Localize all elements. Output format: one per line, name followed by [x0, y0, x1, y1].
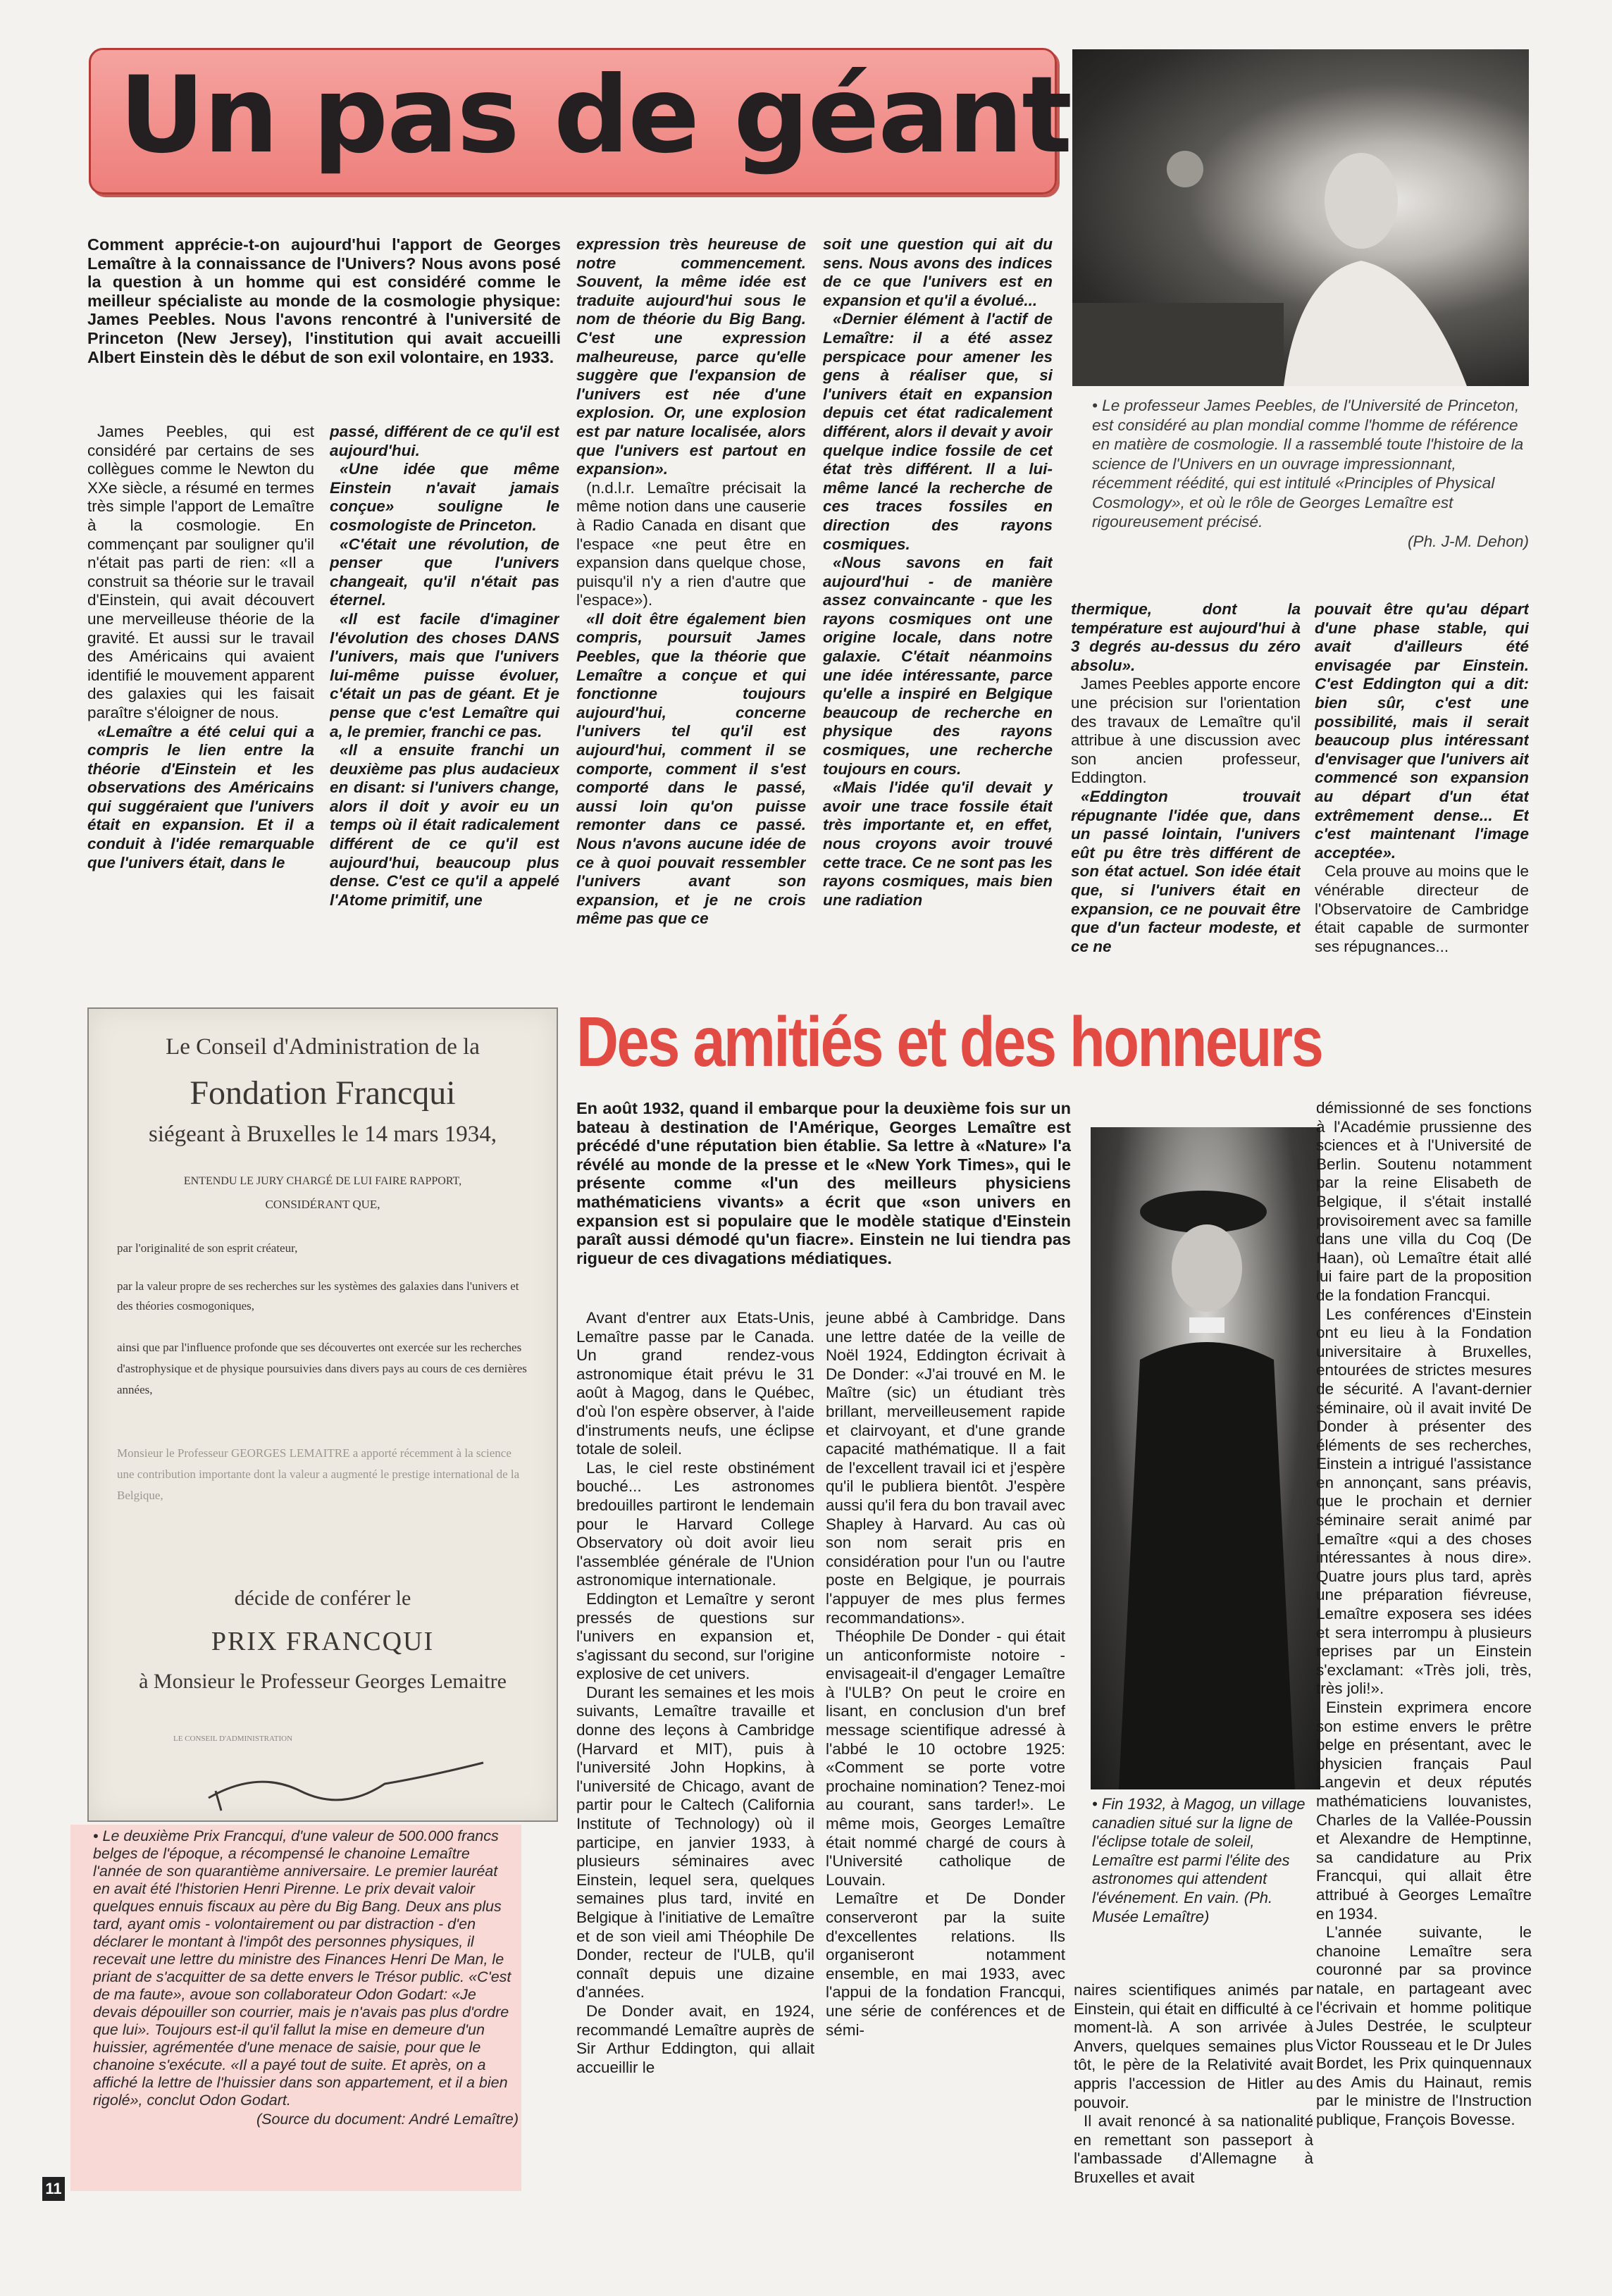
paragraph: L'année suivante, le chanoine Lemaître sera couronné par sa province natale, en partageant avec l'écrivain et homme politique Jules Destrée, le sculpteur Victor Rousseau et le Dr Jules Bordet, les Prix quinquennaux des Amis du Hainaut, remis par le ministre de l'Instruction publique, François Bovesse.	[1316, 1923, 1532, 2129]
paragraph: Eddington et Lemaître y seront pressés de questions sur l'univers en expansion et, s'agissant du second, sur l'origine explosive de cet univers.	[576, 1589, 814, 1683]
cert-line: CONSIDÉRANT QUE,	[265, 1198, 380, 1211]
cert-line: décide de conférer le	[234, 1587, 411, 1610]
article-1-column-6	[1315, 600, 1529, 981]
cert-line: PRIX FRANCQUI	[211, 1627, 435, 1656]
headline-2: Des amitiés et des honneurs	[576, 1003, 1322, 1081]
paragraph: De Donder avait, en 1924, recommandé Lemaître auprès de Sir Arthur Eddington, qui allait accueillir le	[576, 2002, 814, 2076]
paragraph: Il avait renoncé à sa nationalité en remettant son passeport à l'ambassade d'Allemagne à Bruxelles et avait	[1074, 2112, 1313, 2186]
article-2-column-3	[1074, 1981, 1313, 2214]
article-1-column-4	[823, 235, 1053, 979]
article-2-column-4	[1316, 1099, 1532, 2212]
article-2-intro: En août 1932, quand il embarque pour la deuxième fois sur un bateau à destination de l'Amérique, Georges Lemaître est précédé d'une réputation bien établie. Sa lettre à «Nature» l'a révélé au monde de la presse et le «New York Times», qui le présente comme «l'un des meilleurs physiciens mathématiciens vivants» a écrit que «son univers en expansion est si populaire que le modèle statique d'Einstein paraît aussi démodé qu'un fiacre». Einstein ne lui tiendra pas rigueur de ces divagations médiatiques.	[576, 1099, 1071, 1267]
paragraph: James Peebles, qui est considéré par certains de ses collègues comme le Newton du XXe siècle, a résumé en termes très simple l'apport de Lemaître à la cosmologie. En commençant par souligner qu'il n'était pas parti de rien: «Il a construit sa théorie sur le travail d'Einstein, qui avait découvert une merveilleuse théorie de la gravité. Et aussi sur le travail des Américains qui avaient identifié le mouvement apparent des galaxies qui les faisait paraître s'éloigner de nous.	[87, 423, 314, 721]
paragraph: «Lemaître a été celui qui a compris le lien entre la théorie d'Einstein et les observations des Américains qui suggéraient que l'univers était en expansion. Et il a conduit à l'idée remarquable que l'univers était, dans le	[87, 722, 314, 871]
paragraph: Avant d'entrer aux Etats-Unis, Lemaître passe par le Canada. Un grand rendez-vous astronomique était prévu le 31 août à Magog, dans le Québec, d'où l'on espère observer, à l'aide d'instruments neufs, une éclipse totale de soleil.	[576, 1309, 814, 1458]
photo-2-caption: • Fin 1932, à Magog, un village canadien situé sur la ligne de l'éclipse totale de soleil, Lemaître est parmi l'élite des astronomes qui attendent l'événement. En vain. (Ph. Musée Lemaître)	[1092, 1795, 1306, 1925]
cert-line: à Monsieur le Professeur Georges Lemaitre	[139, 1670, 507, 1693]
lemaitre-photo-icon	[1091, 1127, 1320, 1789]
article-2-column-2	[826, 1309, 1065, 2211]
paragraph: démissionné de ses fonctions à l'Académie prussienne des sciences et à l'Université de Berlin. Soutenu notamment par la reine Elisabeth de Belgique, il s'était installé provisoirement avec sa famille dans une villa du Coq (De Haan), où Lemaître était allé lui faire part de la proposition de la fondation Francqui.	[1316, 1099, 1532, 1304]
paragraph: «Mais l'idée qu'il devait y avoir une trace fossile était très importante et, en effet, nous croyons avoir trouvé cette trace. Ce ne sont pas les rayons cosmiques, mais bien une radiation	[823, 778, 1053, 909]
paragraph: soit une question qui ait du sens. Nous avons des indices de ce que l'univers est en expansion et qu'il a évolué...	[823, 235, 1053, 309]
paragraph: «Eddington trouvait répugnante l'idée que, dans un passé lointain, l'univers eût pu être très différent de son état actuel. Son idée était que, si l'univers était en expansion, ce ne pouvait être que d'un facteur modeste, et ce ne	[1071, 787, 1301, 955]
paragraph: Les conférences d'Einstein ont eu lieu à la Fondation universitaire à Bruxelles, entourées de strictes mesures de sécurité. A l'avant-dernier séminaire, où il avait invité De Donder à présenter des éléments de ses recherches, Einstein a intrigué l'assistance en annonçant, sans préavis, que le prochain et dernier séminaire serait animé par Lemaître «qui a des choses intéressantes à nous dire». Quatre jours plus tard, après une préparation fiévreuse, Lemaître exposera ses idées et sera interrompu à plusieurs reprises par un Einstein s'exclamant: «Très joli, très, très joli!».	[1316, 1305, 1532, 1698]
article-1-column-3	[576, 235, 806, 979]
signature-icon	[202, 1756, 497, 1812]
cert-line: Le Conseil d'Administration de la	[166, 1034, 480, 1060]
article-1-intro: Comment apprécie-t-on aujourd'hui l'apport de Georges Lemaître à la connaissance de l'Univers? Nous avons posé la question à un homme qui est considéré comme le meilleur spécialiste au monde de la cosmologie physique: James Peebles. Nous l'avons rencontré à l'université de Princeton (New Jersey), l'institution qui avait accueilli Albert Einstein dès le début de son exil volontaire, en 1933.	[87, 235, 561, 366]
paragraph: (n.d.l.r. Lemaître précisait la même notion dans une causerie à Radio Canada en disant que l'espace «ne peut être en expansion dans quelque chose, puisqu'il n'y a rien d'autre que l'espace»).	[576, 478, 806, 609]
paragraph: Einstein exprimera encore son estime envers le prêtre belge en présentant, avec le physicien français Paul Langevin et deux réputés mathématiciens louvanistes, Charles de la Vallée-Poussin et Alexandre de Hemptinne, sa candidature au Prix Francqui, qui allait être attribué à Georges Lemaître en 1934.	[1316, 1699, 1532, 1923]
peebles-photo-icon	[1072, 49, 1529, 386]
paragraph: «C'était une révolution, de penser que l'univers changeait, qu'il n'était pas éternel.	[330, 535, 559, 609]
cert-line: Fondation Francqui	[190, 1074, 456, 1112]
article-1-column-2	[330, 423, 559, 979]
cert-line: LE CONSEIL D'ADMINISTRATION	[173, 1735, 293, 1743]
certificate-caption: • Le deuxième Prix Francqui, d'une valeur de 500.000 francs belges de l'époque, a récompensé le chanoine Lemaître l'année de son quarantième anniversaire. Le premier lauréat en avait été l'historien Henri Pirenne. Le prix devait valoir quelques ennuis fiscaux au père du Big Bang. Deux ans plus tard, ayant omis - volontairement ou par distraction - d'en déclarer le montant à l'impôt des personnes physiques, il recevait une lettre du ministre des Finances Henri De Man, le priant de s'acquitter de sa dette envers le Trésor public. «C'est de ma faute», avoue son collaborateur Odon Godart: «Je devais dépouiller son courrier, mais je n'avais pas plus d'ordre que lui». Toujours est-il qu'il fallut la mise en demeure d'un huissier, agrémentée d'une menace de saisie, pour que le chanoine s'exécute. «Il a payé tout de suite. Et après, on a affiché la lettre de l'huissier dans son appartement, et il a bien rigolé», conclut Odon Godart.	[93, 1828, 512, 2109]
article-2-column-1	[576, 1309, 814, 2211]
cert-line: ainsi que par l'influence profonde que ses découvertes ont exercée sur les recherches d'astrophysique et de physique poursuivies dans divers pays au cours de ces dernières années,	[117, 1341, 527, 1396]
paragraph: pouvait être qu'au départ d'une phase stable, qui avait d'ailleurs été envisagée par Einstein. C'est Eddington qui a dit: bien sûr, c'est une possibilité, mais il serait beaucoup plus intéressant d'envisager que l'univers ait commencé son expansion au départ d'un état extrêmement dense... Et c'est maintenant l'image acceptée».	[1315, 600, 1529, 862]
headline-1: Un pas de géant	[119, 54, 1072, 177]
headline-banner	[89, 48, 1072, 194]
paragraph: James Peebles apporte encore une précision sur l'orientation des travaux de Lemaître qu'il attribue à une discussion avec son ancien professeur, Eddington.	[1071, 675, 1301, 787]
paragraph: «Dernier élément à l'actif de Lemaître: il a été assez perspicace pour amener les gens à réaliser que, si l'univers était en expansion depuis cet état radicalement différent, alors il devait y avoir quelque indice fossile de cet état très différent. Il a lui-même lancé la recherche de ces traces fossiles en direction des rayons cosmiques.	[823, 310, 1053, 553]
paragraph: naires scientifiques animés par Einstein, qui était en difficulté à ce moment-là. A son arrivée à Anvers, quelques semaines plus tôt, le père de la Relativité avait appris l'accession de Hitler au pouvoir.	[1074, 1981, 1313, 2111]
photo-lemaitre-magog	[1091, 1127, 1320, 1789]
photo-1-caption: • Le professeur James Peebles, de l'Université de Princeton, est considéré au plan mondial comme l'homme de référence en matière de cosmologie. Il a rassemblé toute l'histoire de la science de l'Univers en un ouvrage impressionnant, récemment réédité, qui est intitulé «Principles of Physical Cosmology», et où le rôle de Georges Lemaître est rigoureusement précisé.	[1092, 397, 1524, 530]
paragraph: passé, différent de ce qu'il est aujourd'hui.	[330, 423, 559, 459]
paragraph: Las, le ciel reste obstinément bouché... Les astronomes bredouilles partiront le lendemain pour le Harvard College Observatory où doit avoir lieu l'assemblée générale de l'Union astronomique internationale.	[576, 1458, 814, 1589]
photo-1-caption-block	[1092, 396, 1529, 555]
cert-line: Monsieur le Professeur GEORGES LEMAITRE a apporté récemment à la science une contribution importante dont la valeur a augmenté le prestige international de la Belgique,	[117, 1446, 520, 1502]
paragraph: expression très heureuse de notre commencement. Souvent, la même idée est traduite aujourd'hui sous le nom de théorie du Big Bang. C'est une expression malheureuse, parce qu'elle suggère que l'expansion de l'univers est née d'une explosion. Or, une explosion est par nature localisée, alors que l'univers est partout en expansion».	[576, 235, 806, 478]
cert-line: par la valeur propre de ses recherches sur les systèmes des galaxies dans l'univers et des théories cosmogoniques,	[117, 1279, 519, 1313]
page-number: 11	[42, 2177, 65, 2201]
paragraph: Lemaître et De Donder conserveront par la suite d'excellentes relations. Ils organiseront notamment ensemble, en mai 1933, avec l'appui de la fondation Francqui, une série de conférences et de sémi-	[826, 1889, 1065, 2039]
article-1-column-1	[87, 423, 314, 979]
paragraph: «Nous savons en fait aujourd'hui - de manière assez convaincante - que les rayons cosmiques ont une origine locale, dans notre galaxie. C'était néanmoins une idée intéressante, parce qu'elle a inspiré en Belgique beaucoup de recherche en physique des rayons cosmiques, une recherche toujours en cours.	[823, 554, 1053, 778]
paragraph: Théophile De Donder - qui était un anticonformiste notoire - envisageait-il d'engager Lemaître à l'ULB? On peut le croire en lisant, en conclusion d'un bref message scientifique adressé à l'abbé le 10 octobre 1925: «Comment se porte votre prochaine nomination? Tenez-moi au courant, sans tarder!». Le même mois, Georges Lemaître était nommé chargé de cours à l'Université catholique de Louvain.	[826, 1627, 1065, 1889]
paragraph: «Une idée que même Einstein n'avait jamais conçue» souligne le cosmologiste de Princeton.	[330, 460, 559, 534]
paragraph: Cela prouve au moins que le vénérable directeur de l'Observatoire de Cambridge était capable de surmonter ses répugnances...	[1315, 862, 1529, 955]
paragraph: jeune abbé à Cambridge. Dans une lettre datée de la veille de Noël 1924, Eddington écrivait à De Donder: «J'ai trouvé en M. le Maître (sic) un étudiant très brillant, merveilleusement rapide et clairvoyant, et d'une grande capacité mathématique. Il a fait de l'excellent travail ici et j'espère qu'il le publiera bientôt. J'espère aussi qu'il fera du bon travail avec Shapley à Harvard. Au cas où son nom serait pris en considération pour l'un ou l'autre poste en Belgique, je pourrais l'appuyer de mes plus fermes recommandations».	[826, 1309, 1065, 1627]
certificate-source: (Source du document: André Lemaître)	[256, 2111, 519, 2128]
paragraph: «Il doit être également bien compris, poursuit James Peebles, que la théorie que Lemaître a conçue et qui fonctionne toujours aujourd'hui, concerne l'univers tel qu'il est aujourd'hui, comment il se comporte, comment il s'est comporté dans le passé, aussi loin qu'on puisse remonter dans ce passé. Nous n'avons aucune idée de ce à quoi pouvait ressembler l'univers avant son expansion, et je ne crois même pas que ce	[576, 609, 806, 928]
francqui-certificate	[87, 1007, 558, 1822]
photo-1-credit: (Ph. J-M. Dehon)	[1407, 532, 1529, 550]
cert-line: siégeant à Bruxelles le 14 mars 1934,	[149, 1122, 497, 1147]
photo-james-peebles	[1072, 49, 1529, 386]
paragraph: «Il a ensuite franchi un deuxième pas plus audacieux en disant: si l'univers change, alors il doit y avoir eu un temps où il était radicalement différent de ce qu'il est aujourd'hui, beaucoup plus dense. C'est ce qu'il a appelé l'Atome primitif, une	[330, 741, 559, 909]
article-1-column-5	[1071, 600, 1301, 981]
certificate-caption-block	[93, 1828, 519, 2176]
cert-line: ENTENDU LE JURY CHARGÉ DE LUI FAIRE RAPPORT,	[183, 1175, 462, 1187]
paragraph: «Il est facile d'imaginer l'évolution des choses DANS l'univers, mais que l'univers lui-même puisse évoluer, c'était un pas de géant. Et je pense que c'est Lemaître qui a, le premier, franchi ce pas.	[330, 609, 559, 740]
paragraph: thermique, dont la température est aujourd'hui à 3 degrés au-dessus du zéro absolu».	[1071, 600, 1301, 674]
paragraph: Durant les semaines et les mois suivants, Lemaître travaille et donne des leçons à Cambridge (Harvard et MIT), puis à l'université John Hopkins, à l'université de Chicago, avant de partir pour le Caltech (California Institute of Technology) où il participe, en janvier 1933, à plusieurs séminaires avec Einstein, lequel sera, quelques semaines plus tard, invité en Belgique à l'initiative de Lemaître et de son vieil ami Théophile De Donder, recteur de l'ULB, qu'il connaît depuis une dizaine d'années.	[576, 1683, 814, 2002]
cert-line: par l'originalité de son esprit créateur,	[117, 1241, 298, 1255]
